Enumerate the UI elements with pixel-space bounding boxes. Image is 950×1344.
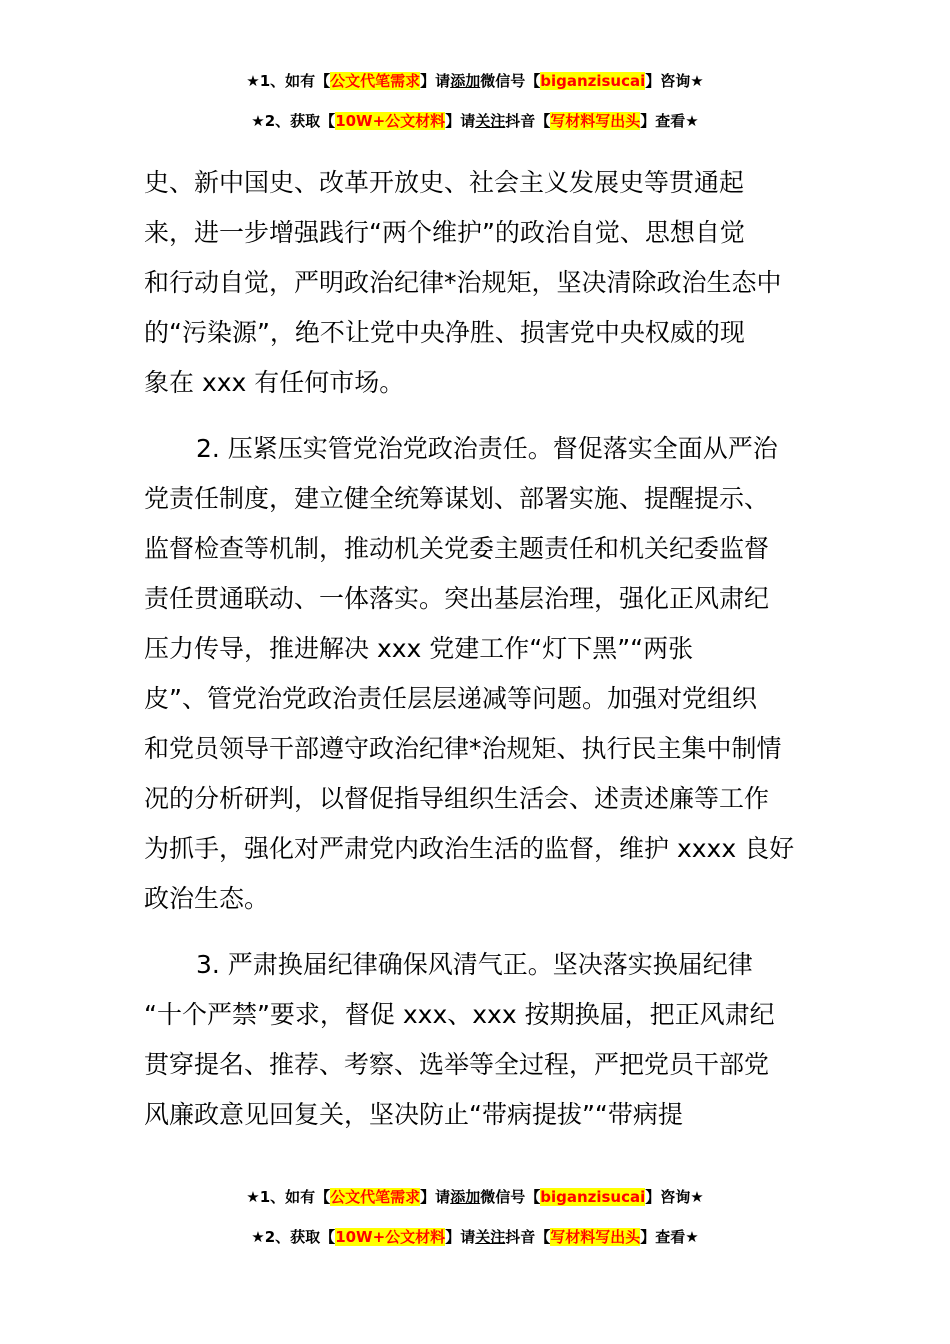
banner-text: 】请 [420, 72, 451, 90]
banner-text: ★1、如有【 [246, 1188, 331, 1206]
banner-underline: 关注 [475, 1228, 506, 1246]
text-line: 来，进一步增强践行“两个维护”的政治自觉、思想自觉 [144, 218, 745, 247]
text-line: 监督检查等机制，推动机关党委主题责任和机关纪委监督 [144, 534, 770, 563]
header-banner-line-1 [0, 70, 950, 92]
paragraph-gap [144, 924, 816, 940]
banner-text: 】请 [445, 1228, 476, 1246]
banner-highlight-douyin-id: 写材料写出头 [550, 112, 641, 130]
paragraph-1 [144, 158, 816, 408]
text-line: 象在 xxx 有任何市场。 [144, 368, 405, 397]
text-line: 和党员领导干部遵守政治纪律*治规矩、执行民主集中制情 [144, 734, 782, 763]
footer-banner-line-1 [0, 1186, 950, 1208]
banner-text: ★2、获取【 [251, 1228, 336, 1246]
text-line: 为抓手，强化对严肃党内政治生活的监督，维护 xxxx 良好 [144, 834, 795, 863]
text-line: 皮”、管党治党政治责任层层递减等问题。加强对党组织 [144, 684, 757, 713]
footer-banner-line-2 [0, 1226, 950, 1248]
text-line: 责任贯通联动、一体落实。突出基层治理，强化正风肃纪 [144, 584, 770, 613]
text-line: 和行动自觉，严明政治纪律*治规矩，坚决清除政治生态中 [144, 268, 782, 297]
paragraph-gap [144, 408, 816, 424]
banner-highlight: 公文代笔需求 [330, 72, 421, 90]
banner-text: 微信号【 [480, 1188, 541, 1206]
banner-text: 】咨询★ [645, 72, 704, 90]
text-line: 风廉政意见回复关，坚决防止“带病提拔”“带病提 [144, 1100, 683, 1129]
banner-text: 】查看★ [640, 112, 699, 130]
text-line: 压力传导，推进解决 xxx 党建工作“灯下黑”“两张 [144, 634, 694, 663]
banner-text: 】查看★ [640, 1228, 699, 1246]
text-line: 况的分析研判，以督促指导组织生活会、述责述廉等工作 [144, 784, 770, 813]
document-body [144, 158, 816, 1140]
header-banner-line-2 [0, 110, 950, 132]
banner-highlight: 公文代笔需求 [330, 1188, 421, 1206]
banner-text: 】咨询★ [645, 1188, 704, 1206]
text-line: 的“污染源”，绝不让党中央净胜、损害党中央权威的现 [144, 318, 745, 347]
banner-text: 】请 [420, 1188, 451, 1206]
banner-underline: 添加 [450, 1188, 481, 1206]
paragraph-3 [144, 940, 816, 1140]
banner-text: ★1、如有【 [246, 72, 331, 90]
banner-text: 】请 [445, 112, 476, 130]
banner-highlight: 10W+公文材料 [335, 1228, 446, 1246]
text-line: 3. 严肃换届纪律确保风清气正。坚决落实换届纪律 [196, 950, 753, 979]
text-line: “十个严禁”要求，督促 xxx、xxx 按期换届，把正风肃纪 [144, 1000, 775, 1029]
banner-text: 微信号【 [480, 72, 541, 90]
paragraph-2 [144, 424, 816, 924]
banner-highlight-wechat-id: biganzisucai [540, 1188, 646, 1206]
banner-underline: 关注 [475, 112, 506, 130]
text-line: 2. 压紧压实管党治党政治责任。督促落实全面从严治 [196, 434, 778, 463]
banner-text: 抖音【 [505, 112, 551, 130]
banner-highlight-douyin-id: 写材料写出头 [550, 1228, 641, 1246]
text-line: 政治生态。 [144, 884, 270, 913]
text-line: 史、新中国史、改革开放史、社会主义发展史等贯通起 [144, 168, 745, 197]
banner-text: 抖音【 [505, 1228, 551, 1246]
banner-underline: 添加 [450, 72, 481, 90]
banner-text: ★2、获取【 [251, 112, 336, 130]
banner-highlight: 10W+公文材料 [335, 112, 446, 130]
banner-highlight-wechat-id: biganzisucai [540, 72, 646, 90]
text-line: 贯穿提名、推荐、考察、选举等全过程，严把党员干部党 [144, 1050, 770, 1079]
text-line: 党责任制度，建立健全统筹谋划、部署实施、提醒提示、 [144, 484, 770, 513]
